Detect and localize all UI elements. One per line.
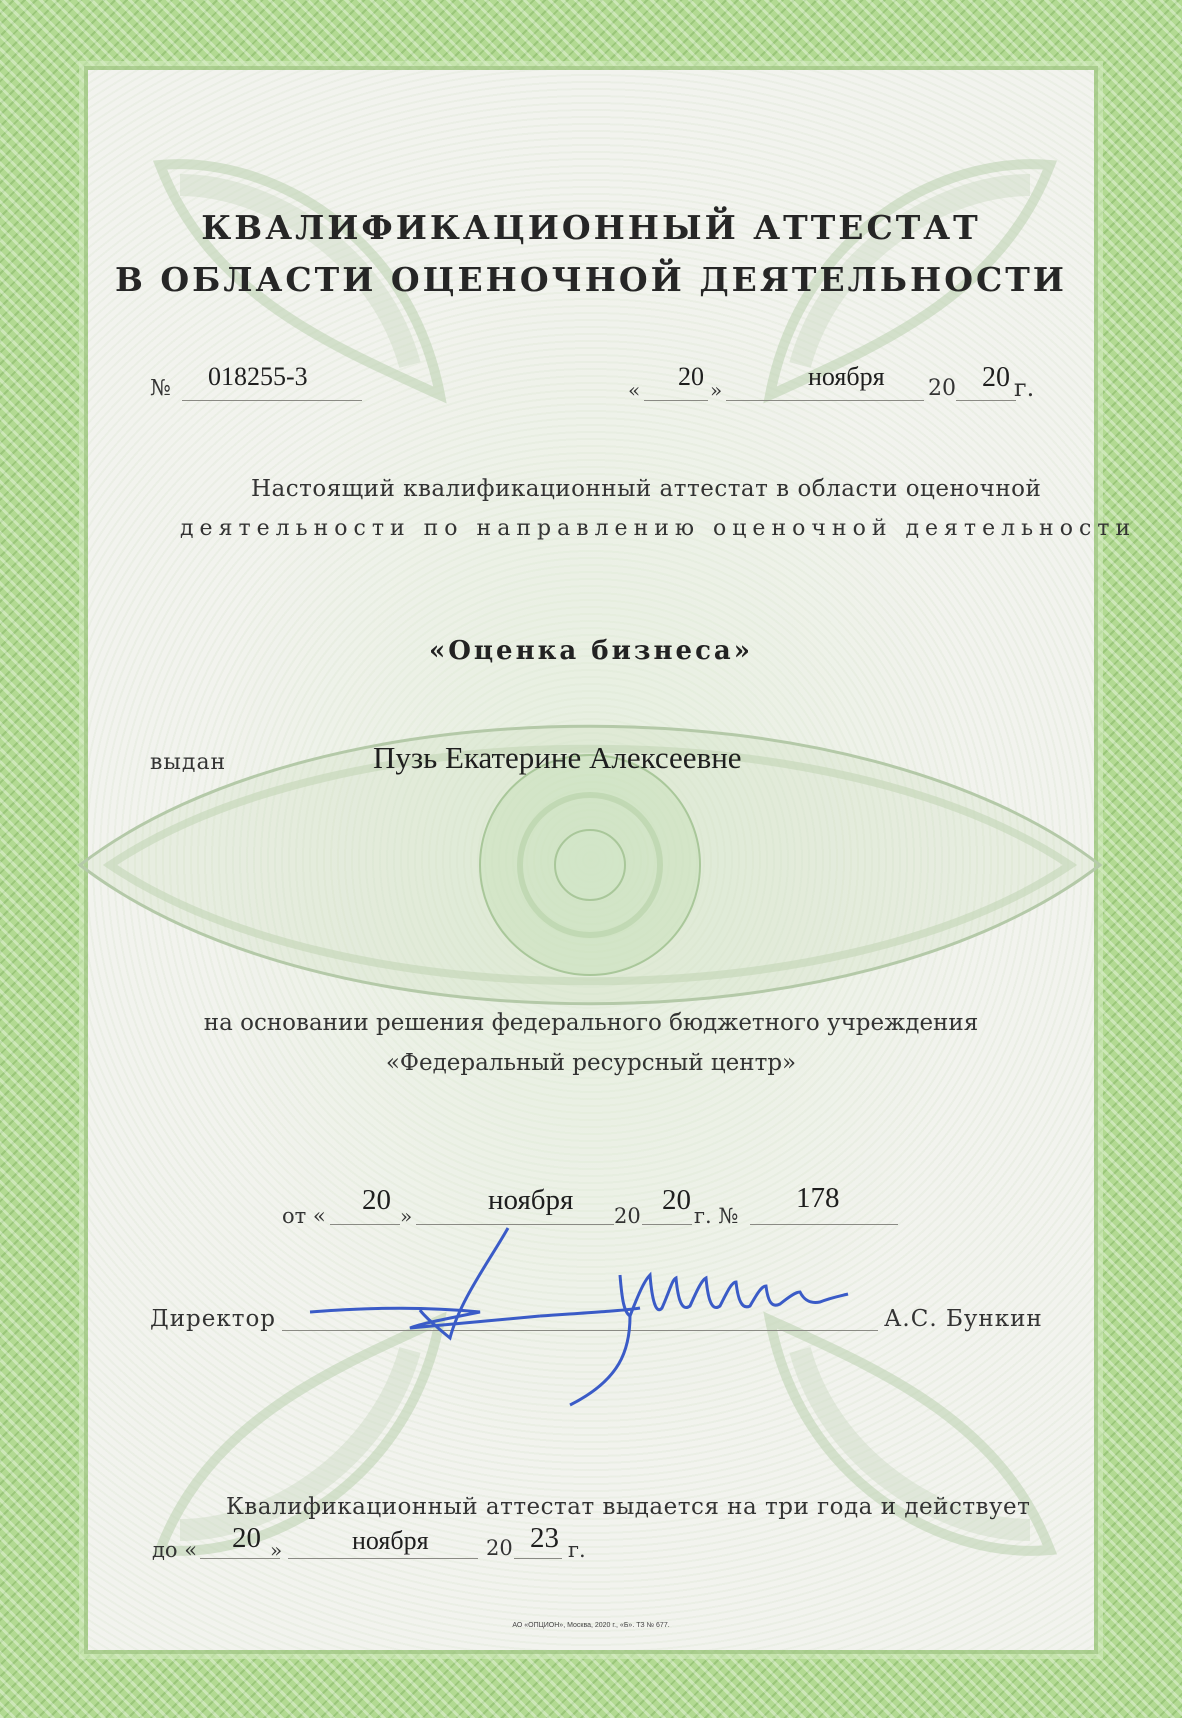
issue-year-suffix: 20	[982, 362, 1010, 393]
decision-number: 178	[796, 1182, 840, 1214]
issue-close-quote: »	[710, 378, 723, 402]
decision-day: 20	[362, 1184, 391, 1216]
certificate-title-line2: В ОБЛАСТИ ОЦЕНОЧНОЙ ДЕЯТЕЛЬНОСТИ	[115, 260, 1067, 299]
valid-month: ноября	[352, 1526, 429, 1555]
decision-month: ноября	[488, 1184, 574, 1216]
valid-close-quote: »	[270, 1538, 283, 1562]
valid-year-suffix: 23	[530, 1522, 559, 1554]
intro-line-2: деятельности по направлению оценочной деятельности	[180, 516, 1137, 541]
decision-year-prefix: 20	[614, 1204, 641, 1228]
holder-name: Пузь Екатерине Алексеевне	[373, 740, 742, 775]
decision-close-quote: »	[400, 1204, 413, 1228]
issue-year-prefix: 20	[928, 376, 956, 401]
issue-year-underline	[956, 400, 1016, 401]
basis-line-1: на основании решения федерального бюджетного учреждения	[203, 1010, 979, 1036]
issue-day: 20	[678, 362, 704, 391]
assessment-direction: «Оценка бизнеса»	[428, 636, 754, 666]
valid-day: 20	[232, 1522, 261, 1554]
decision-from-label: от «	[282, 1204, 326, 1228]
basis-line-2: «Федеральный ресурсный центр»	[385, 1050, 797, 1076]
valid-year-prefix: 20	[486, 1536, 513, 1560]
valid-month-underline	[288, 1558, 478, 1559]
printer-imprint: АО «ОПЦИОН», Москва, 2020 г., «Б». ТЗ № 677.	[512, 1622, 670, 1629]
number-label: №	[150, 376, 171, 401]
certificate-title-line1: КВАЛИФИКАЦИОННЫЙ АТТЕСТАТ	[201, 208, 981, 247]
valid-year-underline	[514, 1558, 562, 1559]
issue-month-underline	[726, 400, 924, 401]
issue-month: ноября	[808, 362, 885, 391]
certificate-number: 018255-3	[208, 362, 308, 391]
issued-label: выдан	[150, 750, 227, 775]
director-label: Директор	[150, 1306, 277, 1332]
decision-year-number-label: г. №	[694, 1204, 739, 1228]
intro-line-1: Настоящий квалификационный аттестат в области оценочной	[251, 476, 1042, 502]
issue-open-quote: «	[628, 378, 641, 402]
decision-year-suffix: 20	[662, 1184, 691, 1216]
valid-year-unit: г.	[568, 1538, 586, 1562]
director-name: А.С. Бункин	[884, 1306, 1043, 1332]
valid-day-underline	[200, 1558, 280, 1559]
issue-year-unit: г.	[1014, 374, 1035, 402]
issue-day-underline	[644, 400, 708, 401]
validity-line: Квалификационный аттестат выдается на три года и действует	[226, 1494, 1031, 1520]
number-underline	[182, 400, 362, 401]
director-signature	[300, 1220, 860, 1410]
valid-until-label: до «	[152, 1538, 198, 1562]
